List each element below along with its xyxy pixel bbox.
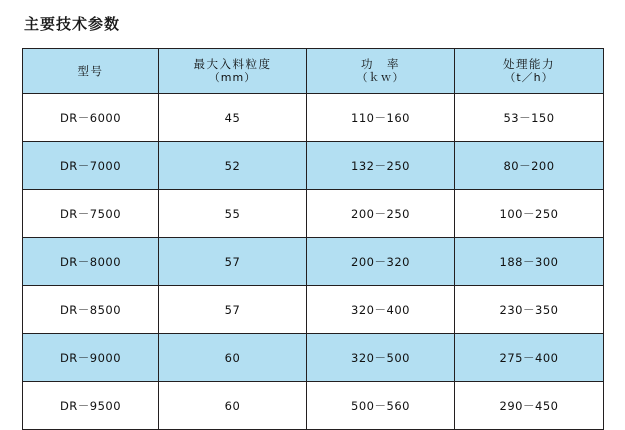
cell-max-feed-size: 57 — [159, 238, 307, 286]
cell-model: DR－8500 — [23, 286, 159, 334]
cell-capacity: 80－200 — [455, 142, 604, 190]
column-header-max-feed-size-label: 最大入料粒度 — [193, 57, 272, 71]
cell-model: DR－9500 — [23, 382, 159, 430]
cell-max-feed-size: 52 — [159, 142, 307, 190]
cell-capacity: 100－250 — [455, 190, 604, 238]
table-row — [23, 238, 604, 286]
cell-capacity: 290－450 — [455, 382, 604, 430]
table-row — [23, 334, 604, 382]
table-body — [23, 94, 604, 430]
table-header-row — [23, 49, 604, 94]
cell-max-feed-size: 57 — [159, 286, 307, 334]
cell-power: 200－320 — [307, 238, 455, 286]
table-row — [23, 94, 604, 142]
column-header-capacity-label: 处理能力 — [503, 57, 555, 71]
cell-model: DR－7000 — [23, 142, 159, 190]
specifications-table — [22, 48, 604, 430]
table-row — [23, 382, 604, 430]
column-header-power-label: 功 率 — [361, 57, 400, 71]
cell-model: DR－7500 — [23, 190, 159, 238]
cell-power: 110－160 — [307, 94, 455, 142]
cell-max-feed-size: 60 — [159, 382, 307, 430]
column-header-max-feed-size — [159, 49, 307, 94]
table-header — [23, 49, 604, 94]
column-header-power — [307, 49, 455, 94]
page-title: 主要技术参数 — [24, 15, 121, 33]
cell-capacity: 275－400 — [455, 334, 604, 382]
cell-power: 500－560 — [307, 382, 455, 430]
cell-capacity: 230－350 — [455, 286, 604, 334]
table-row — [23, 190, 604, 238]
cell-power: 200－250 — [307, 190, 455, 238]
column-header-max-feed-size-unit: （mm） — [208, 71, 257, 84]
cell-power: 320－500 — [307, 334, 455, 382]
cell-max-feed-size: 55 — [159, 190, 307, 238]
cell-power: 132－250 — [307, 142, 455, 190]
cell-max-feed-size: 45 — [159, 94, 307, 142]
table-row — [23, 142, 604, 190]
cell-power: 320－400 — [307, 286, 455, 334]
table-row — [23, 286, 604, 334]
column-header-power-unit: （ｋｗ） — [356, 71, 405, 84]
cell-model: DR－8000 — [23, 238, 159, 286]
cell-capacity: 188－300 — [455, 238, 604, 286]
cell-capacity: 53－150 — [455, 94, 604, 142]
cell-model: DR－9000 — [23, 334, 159, 382]
column-header-capacity-unit: （t／h） — [504, 71, 554, 84]
cell-max-feed-size: 60 — [159, 334, 307, 382]
cell-model: DR－6000 — [23, 94, 159, 142]
column-header-model-label: 型号 — [77, 64, 104, 78]
column-header-capacity — [455, 49, 604, 94]
column-header-model — [23, 49, 159, 94]
